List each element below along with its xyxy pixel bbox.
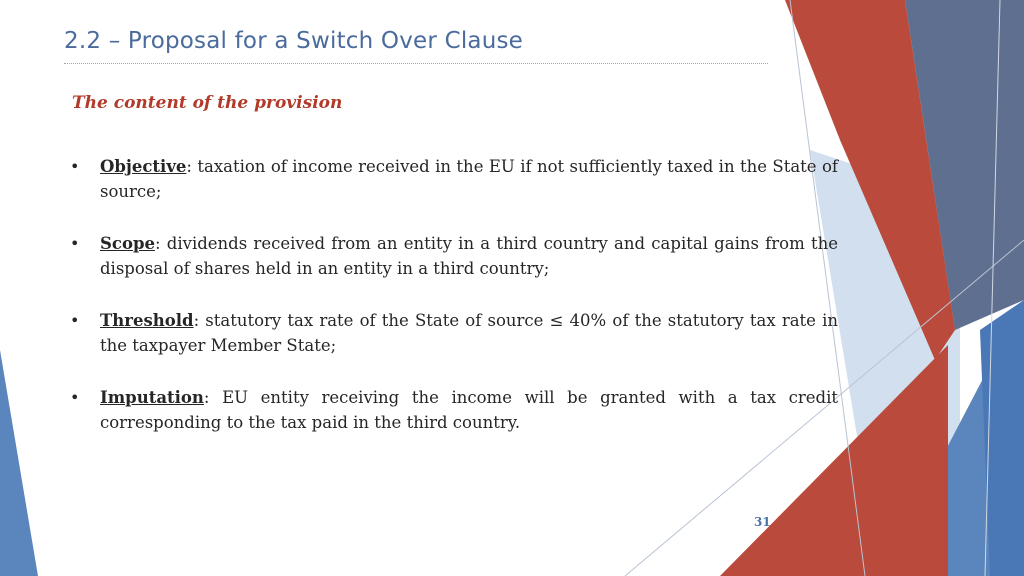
slide-subtitle: The content of the provision — [72, 93, 343, 113]
bullet-list — [64, 154, 838, 462]
bullet-text: : statutory tax rate of the State of source ≤ 40% of the statutory tax rate in the taxpayer Member State; — [100, 311, 838, 355]
bullet-term: Objective — [100, 157, 187, 176]
bullet-imputation — [64, 385, 838, 435]
bullet-marker: • — [70, 234, 80, 253]
left-blue-sliver — [0, 350, 38, 576]
bullet-scope — [64, 231, 838, 281]
bullet-objective — [64, 154, 838, 204]
bullet-marker: • — [70, 311, 80, 330]
bullet-marker: • — [70, 157, 80, 176]
bullet-text: : dividends received from an entity in a third country and capital gains from the disposal of shares held in an entity in a third country; — [100, 234, 838, 278]
bullet-text: : EU entity receiving the income will be granted with a tax credit corresponding to the tax paid in the third country. — [100, 388, 838, 432]
title-divider — [64, 63, 768, 64]
slide-title: 2.2 – Proposal for a Switch Over Clause — [64, 28, 524, 54]
bullet-term: Threshold — [100, 311, 194, 330]
page-number: 31 — [754, 515, 771, 529]
bullet-marker: • — [70, 388, 80, 407]
bullet-threshold — [64, 308, 838, 358]
bullet-term: Imputation — [100, 388, 204, 407]
bullet-text: : taxation of income received in the EU if not sufficiently taxed in the State of source; — [100, 157, 838, 201]
bullet-term: Scope — [100, 234, 156, 253]
